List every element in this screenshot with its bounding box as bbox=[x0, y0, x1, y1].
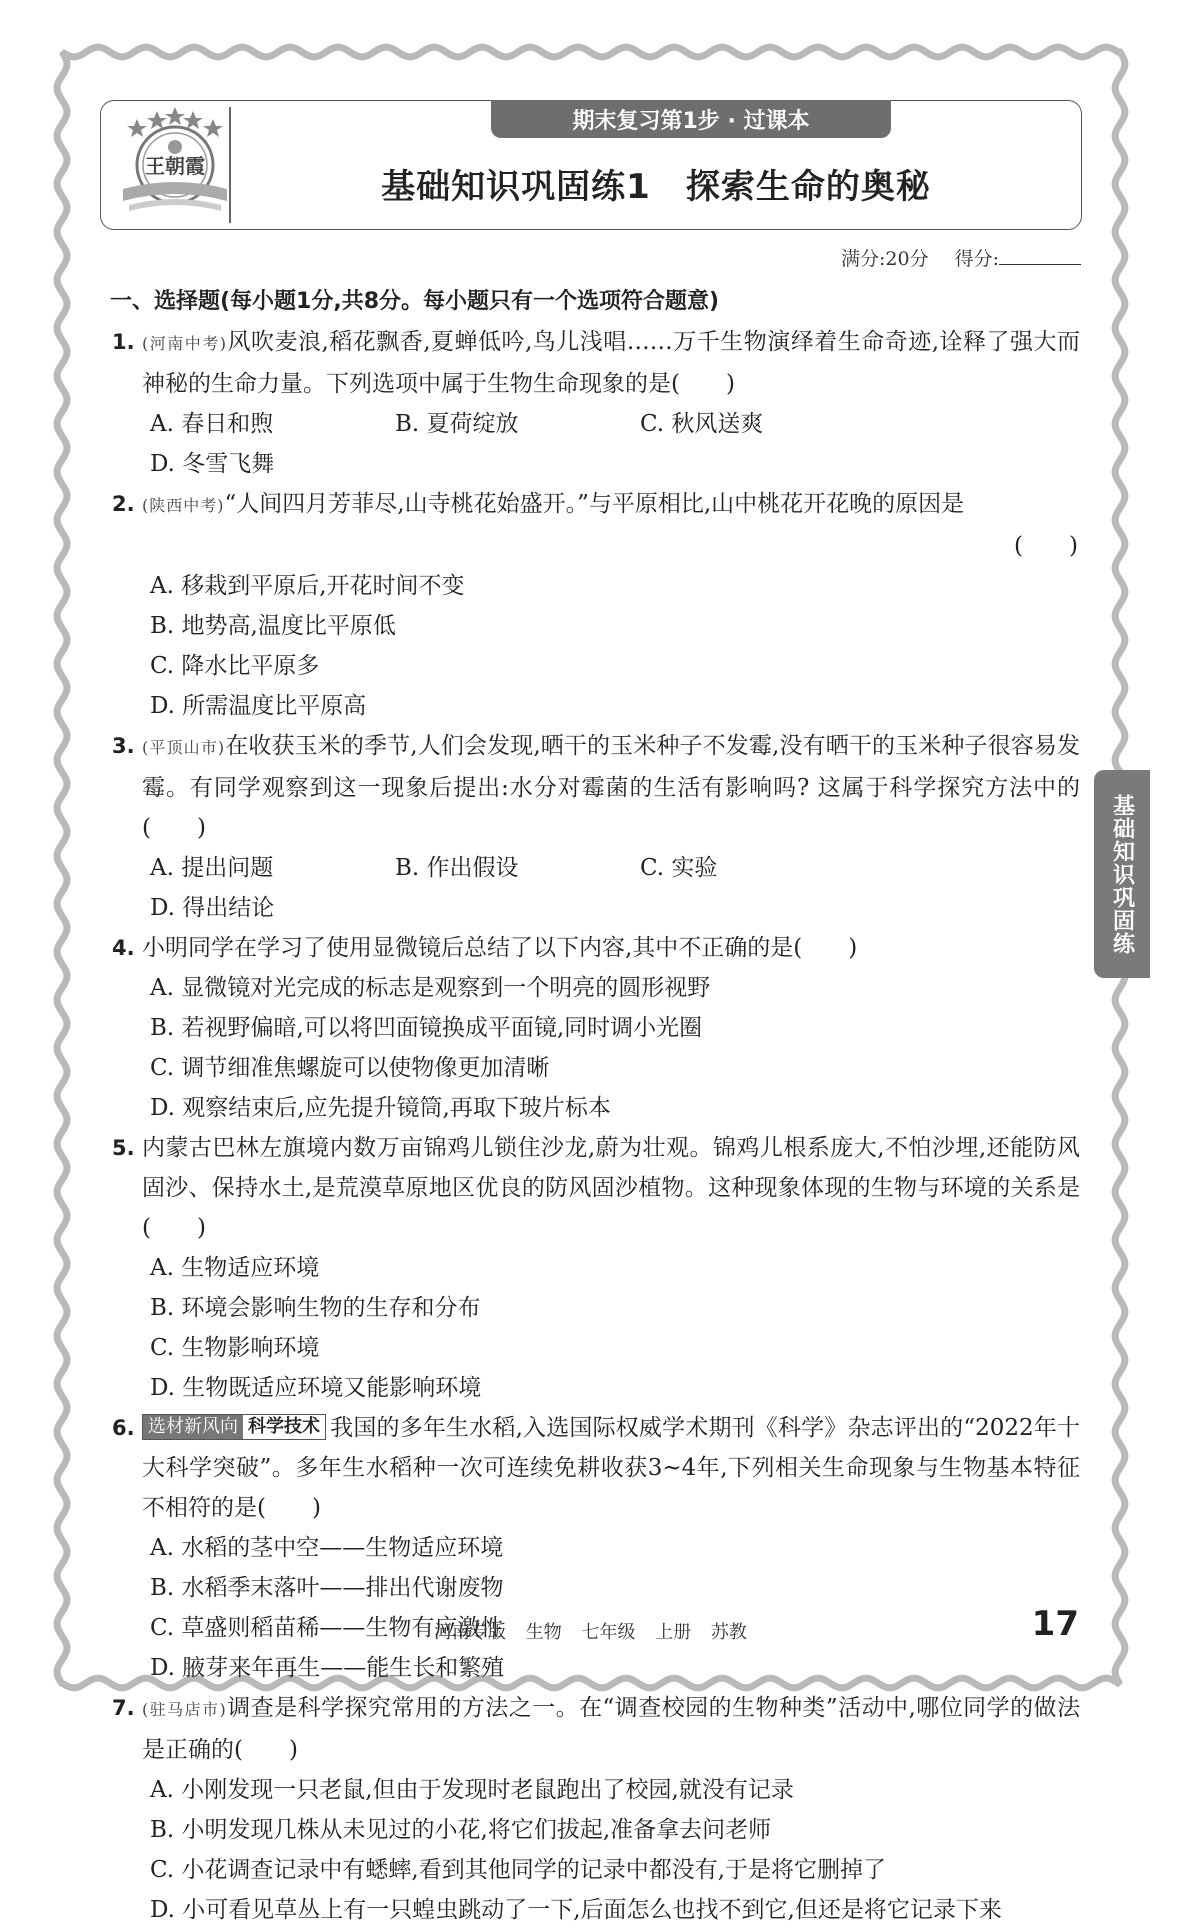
score-blank-line bbox=[999, 244, 1081, 265]
header-box bbox=[100, 100, 1082, 230]
question-number: 7. bbox=[112, 1696, 135, 1720]
option-d: D. 得出结论 bbox=[150, 895, 275, 921]
option-b: B. 地势高,温度比平原低 bbox=[150, 613, 396, 639]
option-d: D. 冬雪飞舞 bbox=[150, 451, 275, 477]
question-text: 小明同学在学习了使用显微镜后总结了以下内容,其中不正确的是( ) bbox=[142, 935, 858, 961]
step-banner: 期末复习第1步 · 过课本 bbox=[491, 100, 891, 138]
question-stem bbox=[142, 322, 1080, 404]
question-source: (河南中考) bbox=[142, 334, 227, 353]
options bbox=[142, 848, 1080, 928]
question-stem bbox=[142, 1408, 1080, 1528]
option-c: C. 草盛则稻苗稀——生物有应激性 bbox=[150, 1615, 504, 1641]
option-c: C. 实验 bbox=[640, 855, 718, 881]
side-section-tab: 基础知识巩固练 bbox=[1094, 770, 1150, 978]
option-c: C. 生物影响环境 bbox=[150, 1335, 320, 1361]
question-number: 1. bbox=[112, 330, 135, 354]
option-d: D. 所需温度比平原高 bbox=[150, 693, 367, 719]
question-text: “人间四月芳菲尽,山寺桃花始盛开。”与平原相比,山中桃花开花晚的原因是 bbox=[224, 491, 965, 517]
question-7 bbox=[108, 1688, 1080, 1930]
question-6 bbox=[108, 1408, 1080, 1688]
page-title: 基础知识巩固练1 探索生命的奥秘 bbox=[381, 167, 931, 207]
option-a: A. 春日和煦 bbox=[150, 411, 274, 437]
svg-text:王朝霞: 王朝霞 bbox=[145, 154, 205, 178]
option-b: B. 夏荷绽放 bbox=[395, 411, 519, 437]
publisher-logo bbox=[115, 105, 235, 223]
topic-tag bbox=[142, 1414, 326, 1440]
question-1 bbox=[108, 322, 1080, 484]
option-b: B. 作出假设 bbox=[395, 855, 519, 881]
option-a: A. 显微镜对光完成的标志是观察到一个明亮的圆形视野 bbox=[150, 975, 711, 1001]
option-d: D. 小可看见草丛上有一只蝗虫跳动了一下,后面怎么也找不到它,但还是将它记录下来 bbox=[150, 1897, 1002, 1923]
questions-section bbox=[108, 282, 1080, 1930]
footer-info: 河南专版 生物 七年级 上册 苏教 bbox=[434, 1622, 747, 1643]
question-stem bbox=[142, 726, 1080, 848]
option-b: B. 水稻季末落叶——排出代谢废物 bbox=[150, 1575, 504, 1601]
options bbox=[142, 1770, 1080, 1930]
score-field bbox=[955, 244, 1081, 271]
question-stem bbox=[142, 1688, 1080, 1770]
answer-parentheses: ( ) bbox=[1014, 533, 1078, 559]
question-2 bbox=[108, 484, 1080, 726]
question-4 bbox=[108, 928, 1080, 1128]
score-row bbox=[841, 244, 1081, 271]
question-text: 在收获玉米的季节,人们会发现,晒干的玉米种子不发霉,没有晒干的玉米种子很容易发霉。有同学观察到这一现象后提出:水分对霉菌的生活有影响吗? 这属于科学探究方法中的( ) bbox=[142, 733, 1080, 841]
option-a: A. 小刚发现一只老鼠,但由于发现时老鼠跑出了校园,就没有记录 bbox=[150, 1777, 794, 1803]
option-b: B. 若视野偏暗,可以将凹面镜换成平面镜,同时调小光圈 bbox=[150, 1015, 703, 1041]
question-text: 内蒙古巴林左旗境内数万亩锦鸡儿锁住沙龙,蔚为壮观。锦鸡儿根系庞大,不怕沙埋,还能防风固沙、保持水土,是荒漠草原地区优良的防风固沙植物。这种现象体现的生物与环境的关系是( ) bbox=[142, 1135, 1080, 1241]
section-title: 一、选择题(每小题1分,共8分。每小题只有一个选项符合题意) bbox=[110, 289, 720, 314]
options bbox=[142, 1248, 1080, 1408]
option-d: D. 生物既适应环境又能影响环境 bbox=[150, 1375, 482, 1401]
question-number: 6. bbox=[112, 1416, 135, 1440]
question-source: (陕西中考) bbox=[142, 496, 225, 515]
question-number: 2. bbox=[112, 492, 135, 516]
page-number: 17 bbox=[1031, 1604, 1079, 1644]
option-d: D. 腋芽来年再生——能生长和繁殖 bbox=[150, 1655, 505, 1681]
option-a: A. 生物适应环境 bbox=[150, 1255, 320, 1281]
score-label: 得分: bbox=[954, 248, 999, 270]
option-a: A. 提出问题 bbox=[150, 855, 274, 881]
option-a: A. 移栽到平原后,开花时间不变 bbox=[150, 573, 465, 599]
options bbox=[142, 1528, 1080, 1688]
option-d: D. 观察结束后,应先提升镜筒,再取下玻片标本 bbox=[150, 1095, 611, 1121]
tag-topic: 科学技术 bbox=[243, 1415, 325, 1439]
option-a: A. 水稻的茎中空——生物适应环境 bbox=[150, 1535, 504, 1561]
question-number: 4. bbox=[112, 936, 135, 960]
tag-category: 选材新风向 bbox=[143, 1415, 243, 1439]
question-text: 调查是科学探究常用的方法之一。在“调查校园的生物种类”活动中,哪位同学的做法是正确的( ) bbox=[142, 1695, 1080, 1763]
option-b: B. 环境会影响生物的生存和分布 bbox=[150, 1295, 481, 1321]
options bbox=[142, 404, 1080, 484]
question-stem bbox=[142, 484, 1080, 526]
option-c: C. 秋风送爽 bbox=[640, 411, 764, 437]
question-source: (平顶山市) bbox=[142, 738, 226, 757]
question-5 bbox=[108, 1128, 1080, 1408]
full-score-label: 满分:20分 bbox=[841, 248, 929, 270]
option-c: C. 小花调查记录中有蟋蟀,看到其他同学的记录中都没有,于是将它删掉了 bbox=[150, 1857, 887, 1883]
option-c: C. 调节细准焦螺旋可以使物像更加清晰 bbox=[150, 1055, 550, 1081]
question-number: 3. bbox=[112, 734, 135, 758]
options bbox=[142, 566, 1080, 726]
options bbox=[142, 968, 1080, 1128]
option-b: B. 小明发现几株从未见过的小花,将它们拔起,准备拿去问老师 bbox=[150, 1817, 772, 1843]
question-source: (驻马店市) bbox=[142, 1700, 227, 1719]
option-c: C. 降水比平原多 bbox=[150, 653, 320, 679]
question-3 bbox=[108, 726, 1080, 928]
question-text: 我国的多年生水稻,入选国际权威学术期刊《科学》杂志评出的“2022年十大科学突破”。多年生水稻种一次可连续免耕收获3~4年,下列相关生命现象与生物基本特征不相符的是( ) bbox=[142, 1415, 1080, 1521]
question-text: 风吹麦浪,稻花飘香,夏蝉低吟,鸟儿浅唱……万千生物演绎着生命奇迹,诠释了强大而神秘的生命力量。下列选项中属于生物生命现象的是( ) bbox=[142, 329, 1080, 397]
question-number: 5. bbox=[112, 1136, 135, 1160]
